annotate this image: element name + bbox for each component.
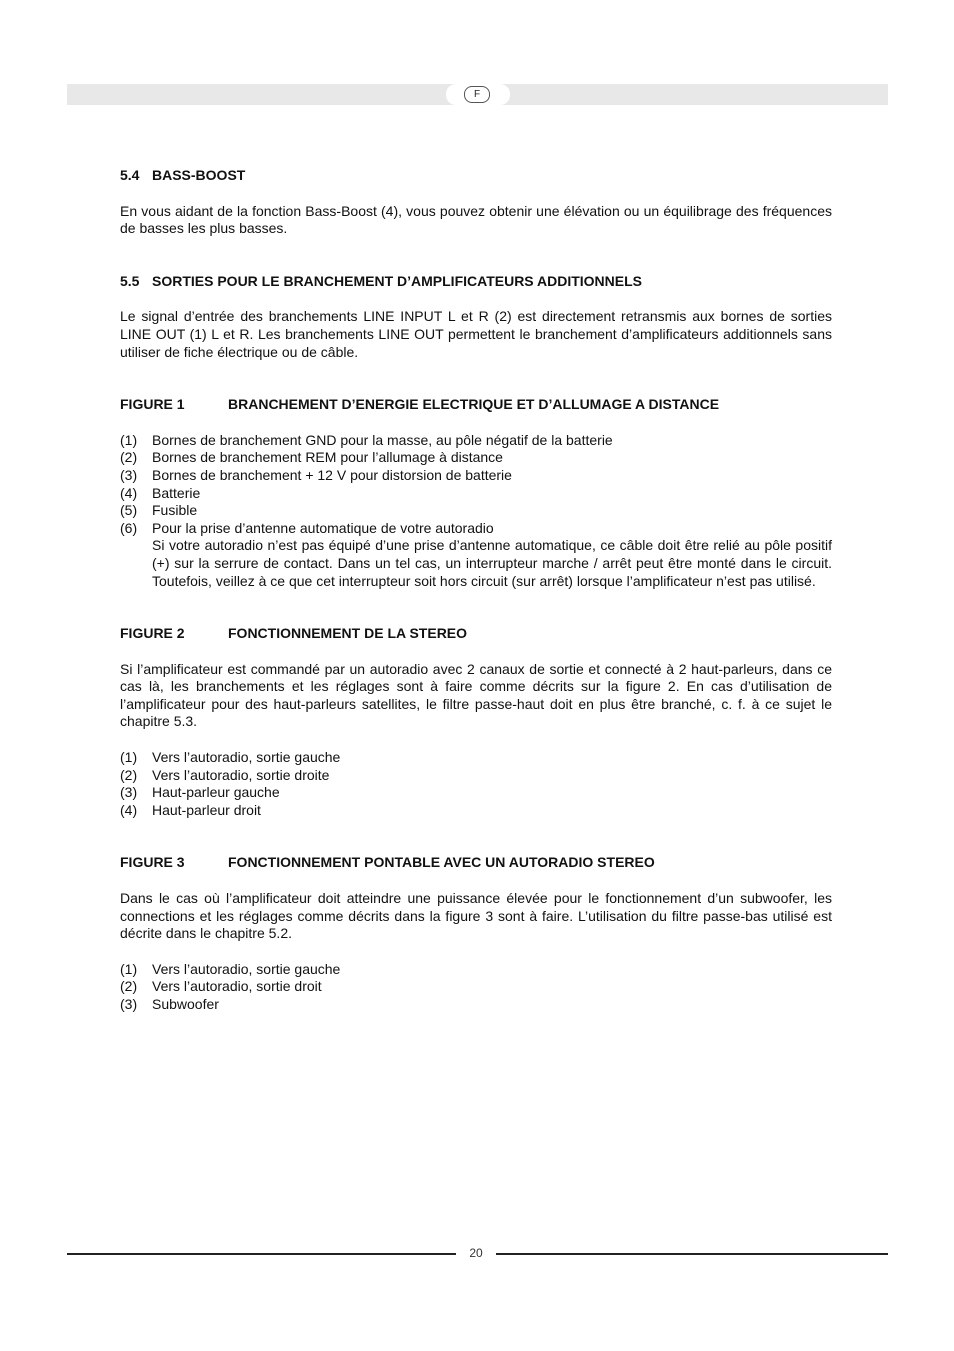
- footer-rule-right: [496, 1253, 888, 1255]
- item-number: (4): [120, 801, 138, 818]
- section-number: 5.4: [120, 167, 140, 183]
- item-text: Subwoofer: [152, 996, 219, 1012]
- list-item: [120, 485, 832, 503]
- item-number: (2): [120, 449, 138, 466]
- item-number: (3): [120, 466, 138, 483]
- list-item: [120, 749, 832, 767]
- list-item: [120, 432, 832, 450]
- item-text: Batterie: [152, 484, 201, 501]
- page-content: [120, 167, 832, 1014]
- item-text: Vers l’autoradio, sortie gauche: [152, 749, 341, 766]
- figure-paragraph: Si l’amplificateur est commandé par un autoradio avec 2 canaux de sortie et connecté à 2 haut-parleurs, dans ce cas là, les branchements et les réglages sont à faire comme décrits sur la figure 2. En cas d’utilisation de l’amplificateur pour des haut-parleurs satellites, le filtre passe-haut doit en plus être branché, c. f. à ce sujet le chapitre 5.3.: [120, 660, 832, 730]
- item-text: Haut-parleur gauche: [152, 784, 280, 801]
- figure-number: FIGURE 2: [120, 625, 185, 642]
- item-text: Pour la prise d’antenne automatique de votre autoradio: [152, 519, 494, 536]
- list-item-note: [120, 537, 832, 590]
- item-text: Fusible: [152, 502, 198, 519]
- list-item: [120, 449, 832, 467]
- list-item: [120, 767, 832, 785]
- section-heading-5-5: [120, 273, 832, 291]
- item-text: Vers l’autoradio, sortie gauche: [152, 960, 341, 977]
- section-title: SORTIES POUR LE BRANCHEMENT D’AMPLIFICATEURS ADDITIONNELS: [152, 272, 643, 289]
- item-number: (2): [120, 978, 138, 995]
- item-text: Bornes de branchement REM pour l’allumage à distance: [152, 449, 503, 466]
- item-number: (1): [120, 749, 138, 766]
- figure-title: FONCTIONNEMENT DE LA STEREO: [228, 625, 468, 642]
- figure-3-legend: [120, 961, 832, 1014]
- figure-2-legend: [120, 749, 832, 819]
- item-number: (5): [120, 502, 138, 519]
- item-number: (4): [120, 484, 138, 501]
- item-text: Vers l’autoradio, sortie droit: [152, 978, 322, 995]
- section-paragraph: En vous aidant de la fonction Bass-Boost (4), vous pouvez obtenir une élévation ou un équilibrage des fréquences de basses les plus basses.: [120, 202, 832, 237]
- item-text: Bornes de branchement + 12 V pour distorsion de batterie: [152, 466, 512, 483]
- item-number: (1): [120, 960, 138, 977]
- figure-title: BRANCHEMENT D’ENERGIE ELECTRIQUE ET D’ALLUMAGE A DISTANCE: [228, 396, 720, 413]
- figure-title: FONCTIONNEMENT PONTABLE AVEC UN AUTORADIO STEREO: [228, 854, 655, 871]
- list-item: [120, 978, 832, 996]
- section-paragraph: Le signal d’entrée des branchements LINE INPUT L et R (2) est directement retransmis aux bornes de sorties LINE OUT (1) L et R. Les branchements LINE OUT permettent le branchement d’amplificateurs additionnels sans utiliser de fiche électrique ou de câble.: [120, 308, 832, 360]
- item-number: (1): [120, 431, 138, 448]
- item-number: (3): [120, 996, 138, 1012]
- item-number: (2): [120, 766, 138, 783]
- item-text: Vers l’autoradio, sortie droite: [152, 766, 330, 783]
- section-number: 5.5: [120, 272, 140, 289]
- figure-heading-3: [120, 854, 832, 872]
- figure-heading-2: [120, 625, 832, 643]
- list-item: [120, 996, 832, 1014]
- list-item: [120, 961, 832, 979]
- item-number: (6): [120, 519, 138, 536]
- item-number: (3): [120, 784, 138, 801]
- page-number: 20: [469, 1246, 483, 1260]
- section-title: BASS-BOOST: [152, 167, 246, 183]
- language-badge: F: [464, 86, 490, 103]
- figure-heading-1: [120, 396, 832, 414]
- item-note: Si votre autoradio n’est pas équipé d’une prise d’antenne automatique, ce câble doit être relié au pôle positif (+) sur la serrure de contact. Dans un tel cas, un interrupteur marche / arrêt peut être monté dans le circuit. Toutefois, veillez à ce que cet interrupteur soit hors circuit (sur arrêt) lorsque l’amplificateur n’est pas utilisé.: [152, 537, 832, 589]
- figure-paragraph: Dans le cas où l’amplificateur doit atteindre une puissance élevée pour le fonctionnement d’un subwoofer, les connections et les réglages comme décrits dans la figure 3 sont à faire. L’utilisation du filtre passe-bas utilisé est décrite dans le chapitre 5.2.: [120, 890, 832, 942]
- list-item: [120, 502, 832, 520]
- list-item: [120, 520, 832, 538]
- list-item: [120, 467, 832, 485]
- footer-rule-left: [67, 1253, 456, 1255]
- figure-number: FIGURE 3: [120, 854, 185, 871]
- list-item: [120, 784, 832, 802]
- figure-1-legend: [120, 432, 832, 590]
- list-item: [120, 802, 832, 820]
- item-text: Bornes de branchement GND pour la masse, au pôle négatif de la batterie: [152, 431, 613, 448]
- figure-number: FIGURE 1: [120, 396, 185, 413]
- item-text: Haut-parleur droit: [152, 801, 261, 818]
- section-heading-5-4: [120, 167, 832, 185]
